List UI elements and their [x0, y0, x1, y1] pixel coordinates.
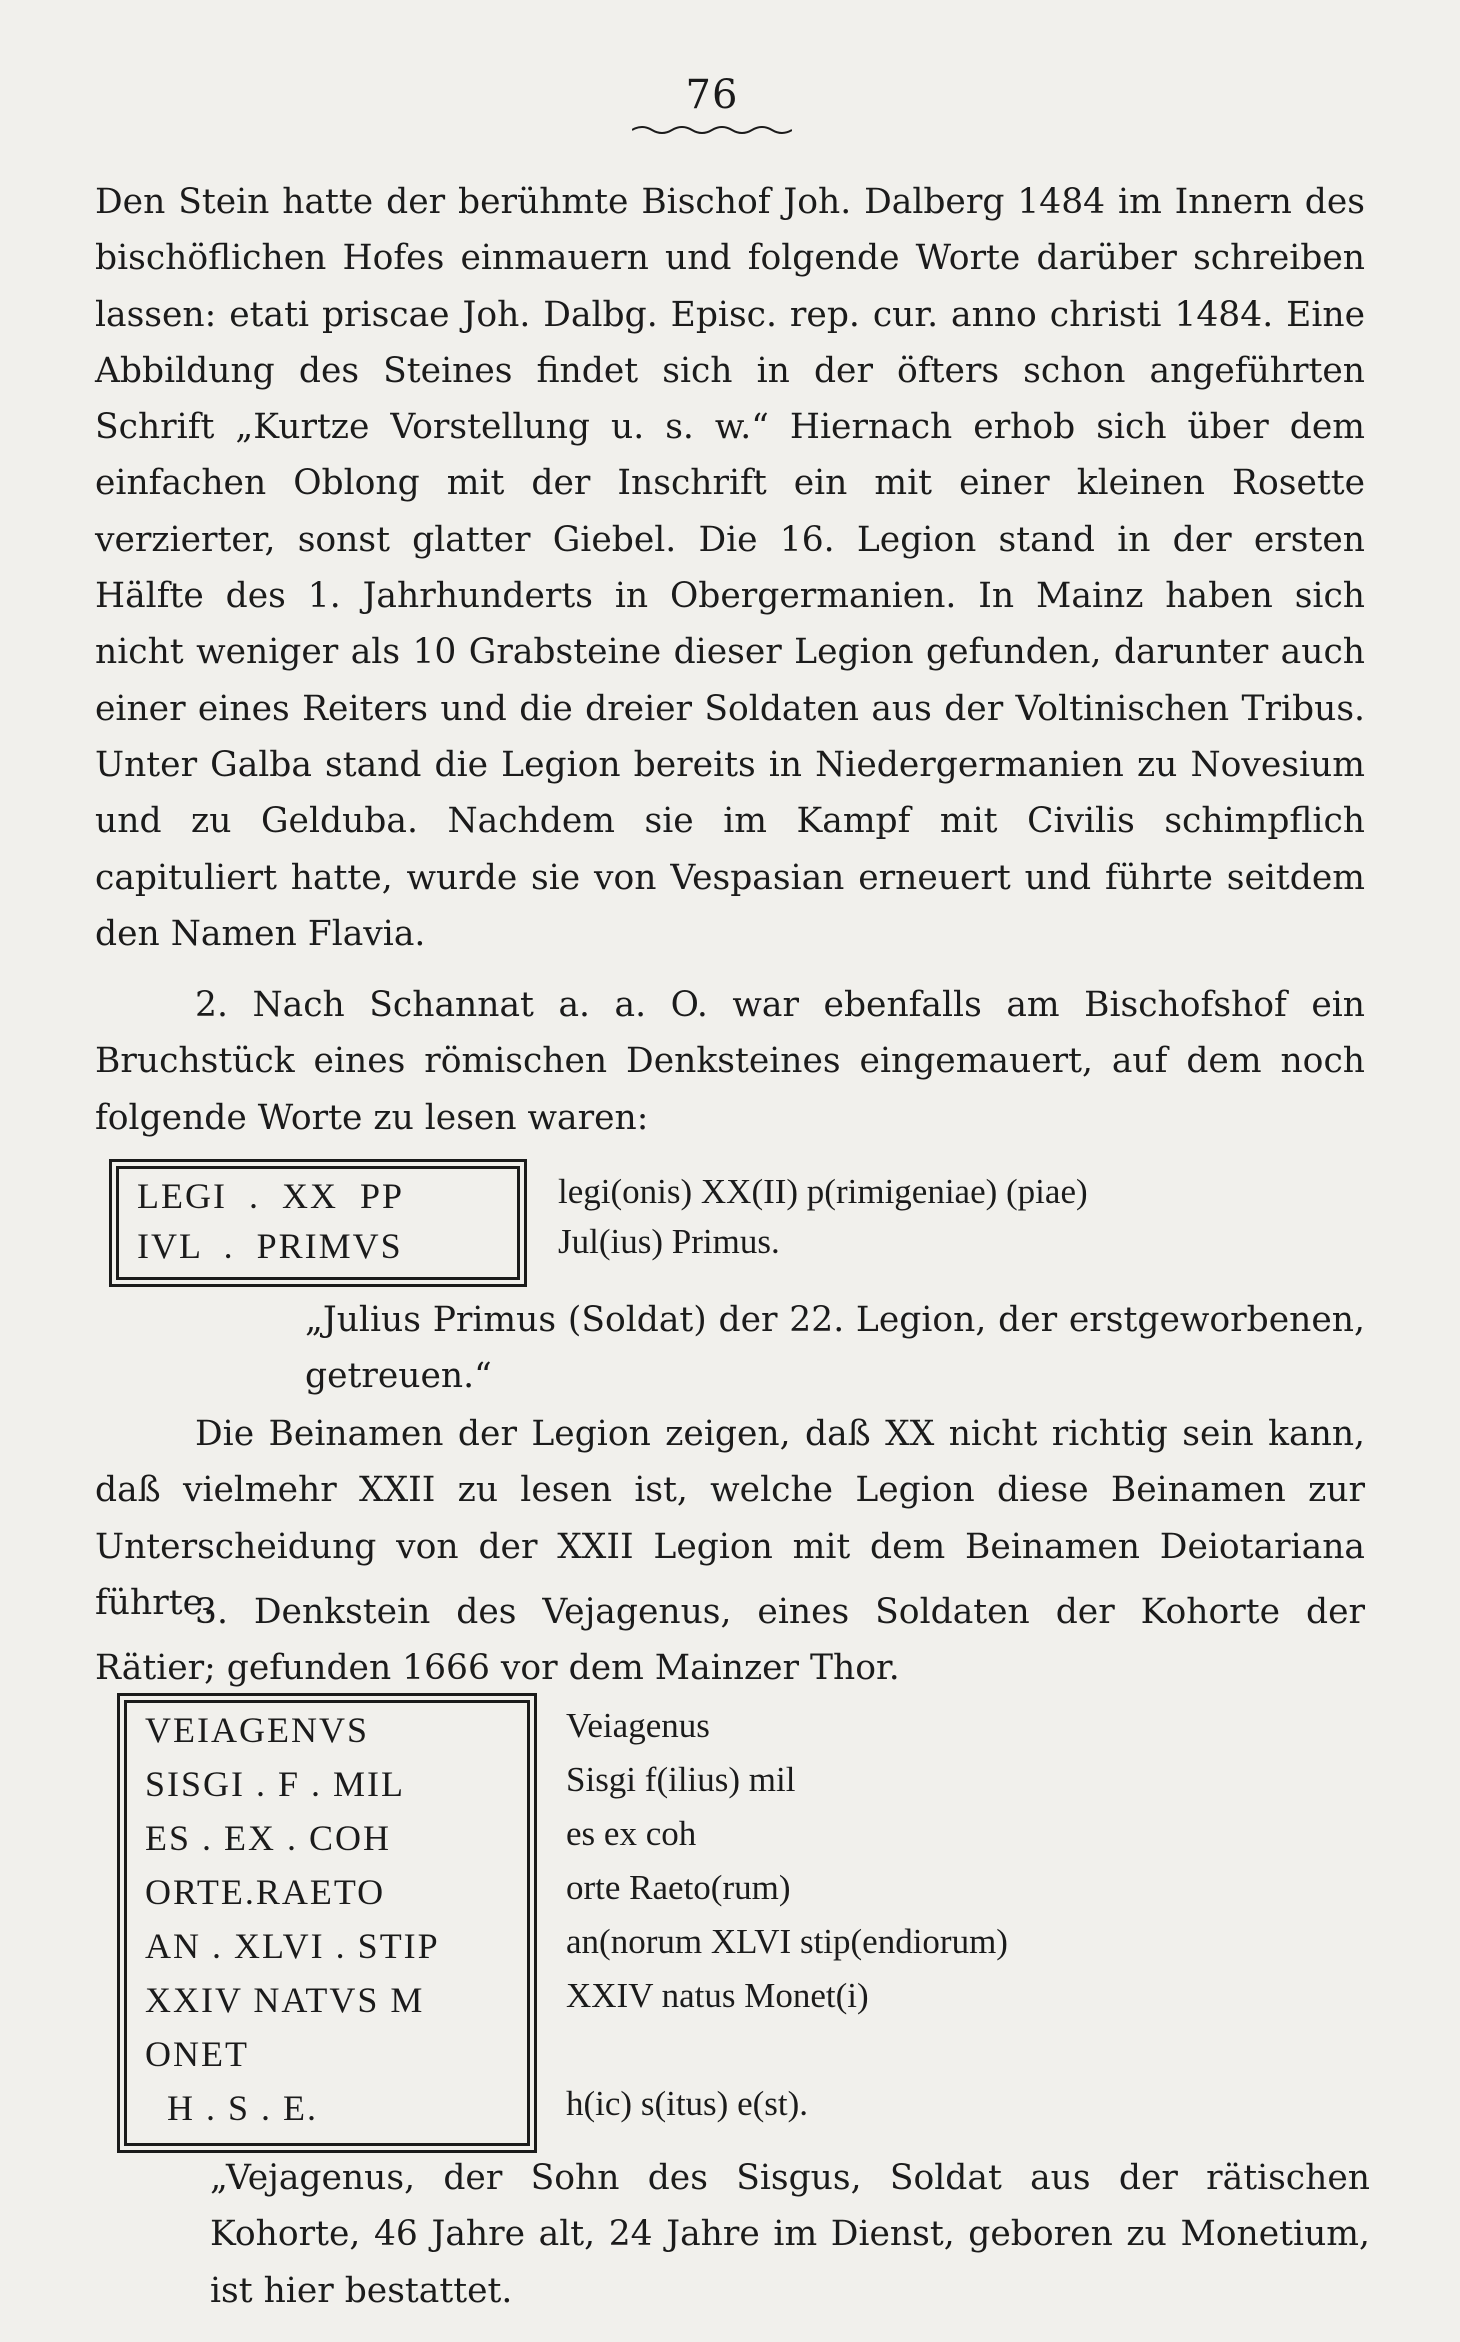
inscription-line: SISGI . F . MIL [145, 1764, 406, 1804]
transcription-line: Jul(ius) Primus. [558, 1222, 780, 1261]
inscription-line: VEIAGENVS [145, 1710, 369, 1750]
transcription-line: es ex coh [566, 1814, 697, 1853]
inscription-line: ES . EX . COH [145, 1818, 392, 1858]
inscription-line: XXIV NATVS M [145, 1980, 425, 2020]
paragraph-2: 2. Nach Schannat a. a. O. war ebenfalls am Bischofshof ein Bruchstück eines römischen Denksteines eingemauert, auf dem noch folgende Worte zu lesen waren: [95, 985, 1365, 1138]
inscription-box-1 [116, 1166, 520, 1280]
inscription-line: ONET [145, 2034, 249, 2074]
inscription-line: AN . XLVI . STIP [145, 1926, 440, 1966]
ornament-rule [632, 122, 792, 138]
paragraph-5: 3. Denkstein des Vejagenus, eines Soldaten der Kohorte der Rätier; gefunden 1666 vor dem Mainzer Thor. [95, 1592, 1365, 1689]
transcription-line: XXIV natus Monet(i) [566, 1976, 869, 2015]
page-number: 76 [685, 72, 739, 118]
paragraph-3: „Julius Primus (Soldat) der 22. Legion, der erstgeworbenen, getreuen.“ [305, 1300, 1365, 1397]
inscription-box-2 [124, 1700, 530, 2146]
paragraph-6: „Vejagenus, der Sohn des Sisgus, Soldat aus der rätischen Kohorte, 46 Jahre alt, 24 Jahre im Dienst, geboren zu Monetium, ist hier bestattet. [210, 2158, 1370, 2311]
inscription-line: H . S . E. [145, 2088, 319, 2128]
transcription-line: legi(onis) XX(II) p(rimigeniae) (piae) [558, 1172, 1088, 1211]
transcription-line: Veiagenus [566, 1706, 710, 1745]
inscription-line: LEGI . XX PP [137, 1176, 405, 1216]
inscription-line: ORTE.RAETO [145, 1872, 386, 1912]
inscription-line: IVL . PRIMVS [137, 1226, 403, 1266]
transcription-line: h(ic) s(itus) e(st). [566, 2084, 809, 2123]
transcription-line: an(norum XLVI stip(endiorum) [566, 1922, 1008, 1961]
transcription-line: Sisgi f(ilius) mil [566, 1760, 796, 1799]
transcription-line: orte Raeto(rum) [566, 1868, 791, 1907]
paragraph-1: Den Stein hatte der berühmte Bischof Joh. Dalberg 1484 im Innern des bischöflichen Hofes einmauern und folgende Worte darüber schreiben lassen: etati priscae Joh. Dalbg. Episc. rep. cur. anno christi 1484. Eine Abbildung des Steines findet sich in der öfters schon angeführten Schrift „Kurtze Vorstellung u. s. w.“ Hiernach erhob sich über dem einfachen Oblong mit der Inschrift ein mit einer kleinen Rosette verzierter, sonst glatter Giebel. Die 16. Legion stand in der ersten Hälfte des 1. Jahrhunderts in Obergermanien. In Mainz haben sich nicht weniger als 10 Grabsteine dieser Legion gefunden, darunter auch einer eines Reiters und die dreier Soldaten aus der Voltinischen Tribus. Unter Galba stand die Legion bereits in Niedergermanien zu Novesium und zu Gelduba. Nachdem sie im Kampf mit Civilis schimpflich capituliert hatte, wurde sie von Vespasian erneuert und führte seitdem den Namen Flavia. [95, 182, 1365, 954]
paragraph-4: Die Beinamen der Legion zeigen, daß XX nicht richtig sein kann, daß vielmehr XXII zu lesen ist, welche Legion diese Beinamen zur Unterscheidung von der XXII Legion mit dem Beinamen Deiotariana führte. [95, 1414, 1365, 1623]
